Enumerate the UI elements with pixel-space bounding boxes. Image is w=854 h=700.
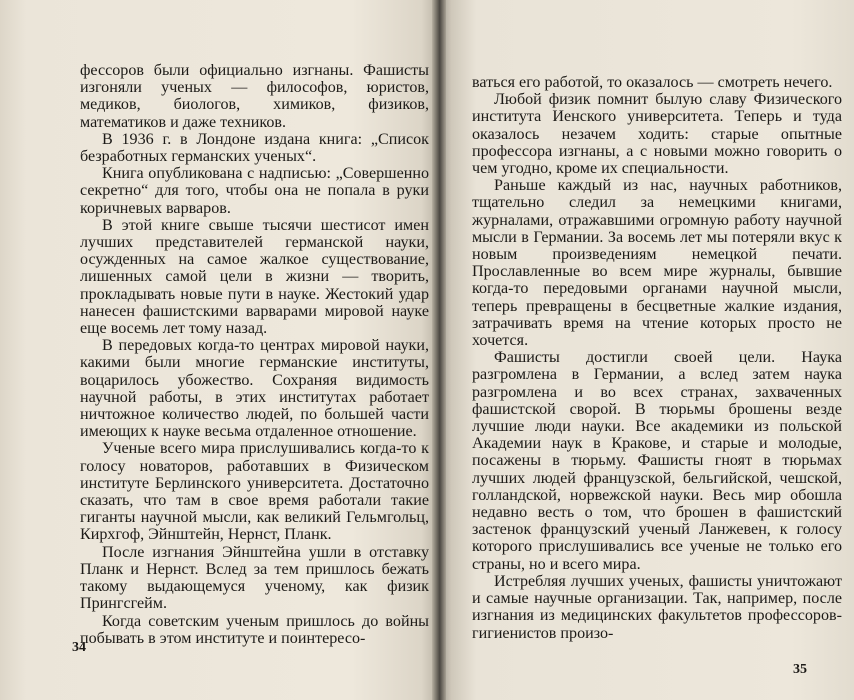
page-number: 34 [72,640,86,655]
paragraph: Раньше каждый из нас, научных работников, тщательно следил за немецкими книгами, журналами, отражавшими огромную работу научной мысли в Германии. За восемь лет мы потеряли вкус к новым произведениям немецкой печати. Прославленные во всем мире журналы, бывшие когда-то передовыми органами научной мысли, теперь превращены в бесцветные жалкие издания, затрачивать время на чтение которых просто не хочется. [472,177,842,350]
paragraph: фессоров были официально изгнаны. Фашисты изгоняли ученых — философов, юристов, медиков, биологов, химиков, физиков, математиков и даже техников. [80,62,429,131]
left-page-text [80,62,429,647]
right-page [439,0,854,700]
paragraph: В передовых когда-то центрах мировой науки, какими были многие германские институты, воцарилось убожество. Сохраняя видимость научной работы, в этих институтах работает ничтожное количество людей, по большей части имеющих к науке весьма отдаленное отношение. [80,337,429,441]
paragraph: В этой книге свыше тысячи шестисот имен лучших представителей германской науки, осужденных на самое жалкое существование, лишенных самой цели в жизни — творить, прокладывать новые пути в науке. Жестокий удар нанесен фашистскими варварами мировой науке еще восемь лет тому назад. [80,216,429,338]
paragraph: В 1936 г. в Лондоне издана книга: „Список безработных германских ученых“. [80,130,429,166]
paragraph: Ученые всего мира прислушивались когда-то к голосу новаторов, работавших в Физическом институте Берлинского университета. Достаточно сказать, что там в свое время работали такие гиганты научной мысли, как великий Гельмгольц, Кирхгоф, Эйнштейн, Нернст, Планк. [80,440,429,544]
book-gutter [432,0,446,700]
page-number: 35 [793,662,807,677]
right-page-text [472,74,842,642]
paragraph: Любой физик помнит былую славу Физического института Иенского университета. Теперь и туда оказалось незачем ходить: старые опытные профессора изгнаны, а с новыми можно говорить о чем угодно, кроме их специальности. [472,91,842,178]
paragraph: После изгнания Эйнштейна ушли в отставку Планк и Нернст. Вслед за тем пришлось бежать такому выдающемуся ученому, как физик Прингсгейм. [80,543,429,613]
paragraph: Книга опубликована с надписью: „Совершенно секретно“ для того, чтобы она не попала в руки коричневых варваров. [80,165,429,217]
paragraph: Истребляя лучших ученых, фашисты уничтожают и самые научные организации. Так, например, после изгнания из медицинских факультетов профессоров-гигиенистов произо- [472,572,842,642]
paragraph: Когда советским ученым пришлось до войны побывать в этом институте и поинтересо- [80,612,429,647]
paragraph: Фашисты достигли своей цели. Наука разгромлена в Германии, а вслед затем наука разгромлена и во всех странах, захваченных фашистской сворой. В тюрьмы брошены везде лучшие люди науки. Все академики из польской Академии наук в Кракове, и старые и молодые, посажены в тюрьму. Фашисты гноят в тюрьмах лучших людей французской, бельгийской, чешской, голландской, норвежской науки. Весь мир обошла недавно весть о том, что брошен в фашистский застенок французский ученый Ланжевен, к голосу которого прислушивались все ученые не только его страны, но и всего мира. [472,349,842,573]
paragraph: ваться его работой, то оказалось — смотреть нечего. [472,74,833,91]
